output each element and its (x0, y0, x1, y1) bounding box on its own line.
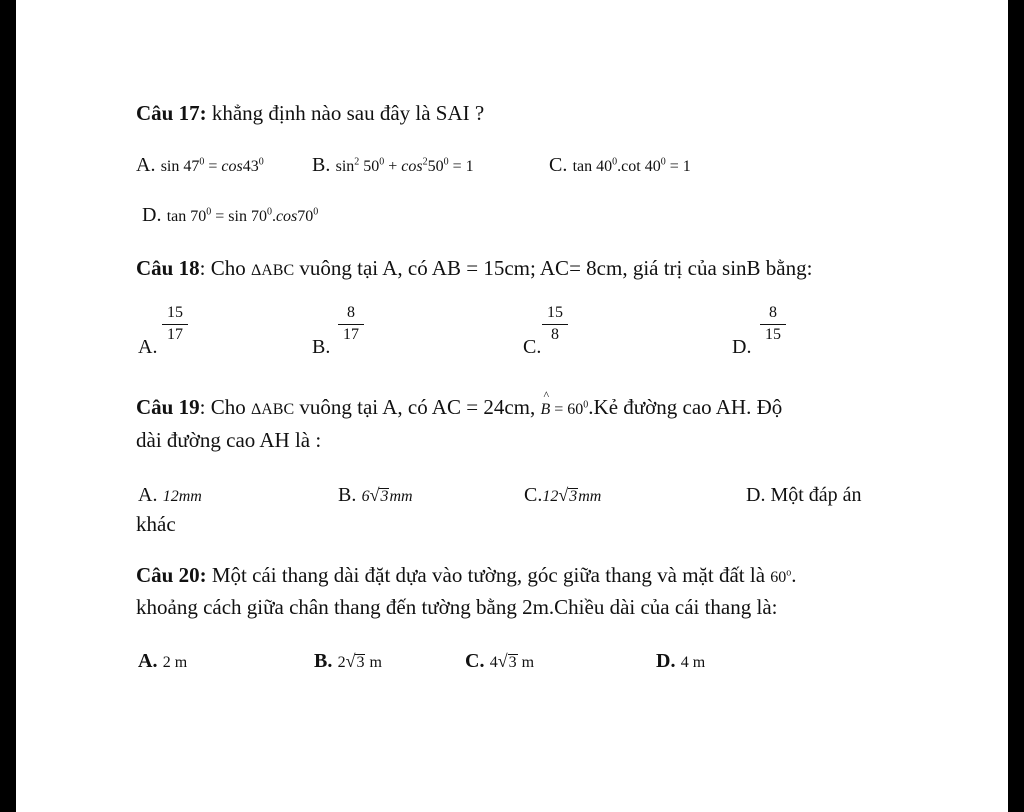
q17-option-d: D. $\tan 70^0 = \sin 70^0.\cos 70^0$ (142, 204, 319, 226)
question-19-line-2: dài đường cao AH là : (136, 428, 322, 452)
q17-option-a: A. $\sin 47^0 = \cos 43^0$ (136, 154, 264, 176)
question-17-title: Câu 17: khẳng định nào sau đây là SAI ? (136, 101, 485, 125)
question-20-line-2: khoảng cách giữa chân thang đến tường bằng 2m.Chiều dài của cái thang là: (136, 595, 778, 619)
q19-option-d: D. Một đáp án (746, 484, 862, 506)
q20-option-d: D. 4 m (656, 650, 706, 672)
q20-option-b: B. 2√3 m (314, 650, 382, 672)
q20-option-a: A. 2 m (138, 650, 188, 672)
question-18-title: Câu 18: Cho ΔABC vuông tại A, có AB = 15cm; AC= 8cm, giá trị của sinB bằng: (136, 256, 813, 280)
q20-option-c: C. 4√3 m (465, 650, 535, 672)
q18-option-d-fraction: $\frac{8}{15}$ (760, 304, 786, 344)
q18-option-a-label: A. (138, 336, 158, 358)
q18-option-c-label: C. (523, 336, 542, 358)
q18-option-c-fraction: $\frac{15}{8}$ (542, 304, 568, 344)
document-page (16, 0, 1008, 812)
q19-option-b: B. 6√3mm (338, 484, 413, 506)
q18-option-d-label: D. (732, 336, 752, 358)
angle-b-symbol: ^ B (540, 388, 551, 418)
q19-option-c: C.12√3mm (524, 484, 602, 506)
q19-option-a: A. 12mm (138, 484, 202, 506)
question-20-title: Câu 20: Một cái thang dài đặt dựa vào tường, góc giữa thang và mặt đất là 60$^o$. (136, 563, 797, 587)
q17-option-b: B. $\sin^2 50^0 + \cos^250^0 = 1$ (312, 154, 474, 176)
q19-option-d-continued: khác (136, 512, 176, 536)
q18-option-a-fraction: $\frac{15}{17}$ (162, 304, 188, 344)
q18-option-b-label: B. (312, 336, 331, 358)
question-19-title: Câu 19: Cho ΔABC vuông tại A, có AC = 24cm, ^ $B = 60^0.Kẻ$ đường cao AH. Độ (136, 388, 783, 419)
q18-option-b-fraction: $\frac{8}{17}$ (338, 304, 364, 344)
q17-option-c: C. $\tan 40^0.\cot$ $40^0 = 1$ (549, 154, 691, 176)
